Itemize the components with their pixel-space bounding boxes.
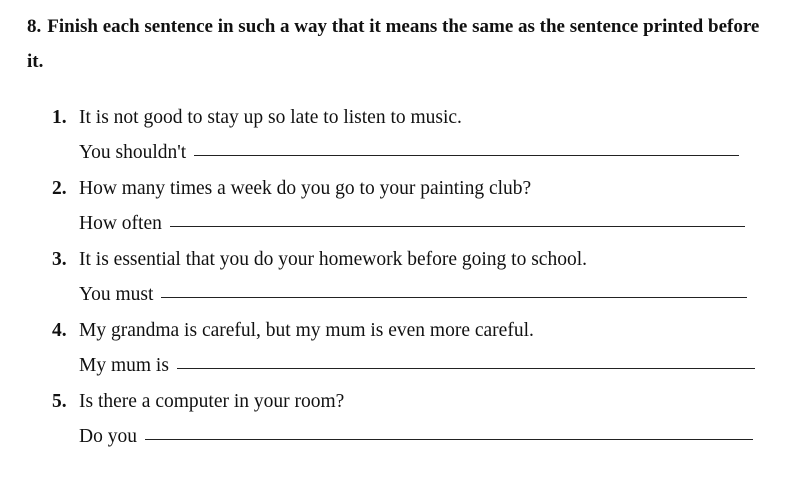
exercise-instruction: Finish each sentence in such a way that it means the same as the sentence printed before it. [27,16,760,72]
item-prompt: How often [79,213,162,234]
answer-blank[interactable] [177,367,755,369]
item-sentence: It is not good to stay up so late to listen to music. [79,107,462,128]
item-prompt: Do you [79,426,137,447]
answer-blank[interactable] [170,225,745,227]
item-sentence: Is there a computer in your room? [79,391,345,412]
item-number: 5. [52,391,67,412]
item-number: 4. [52,320,67,341]
item-sentence: My grandma is careful, but my mum is even more careful. [79,320,534,341]
exercise-heading [27,9,772,79]
item-sentence: How many times a week do you go to your painting club? [79,178,532,199]
item-prompt: You shouldn't [79,142,187,163]
answer-blank[interactable] [161,296,747,298]
item-prompt: My mum is [79,355,169,376]
answer-blank[interactable] [145,438,753,440]
item-number: 2. [52,178,67,199]
exercise-number: 8. [27,16,42,37]
list-item [52,384,772,455]
list-item [52,171,772,242]
item-number: 1. [52,107,67,128]
answer-blank[interactable] [194,154,739,156]
list-item [52,313,772,384]
list-item [52,242,772,313]
item-prompt: You must [79,284,154,305]
item-sentence: It is essential that you do your homework before going to school. [79,249,587,270]
item-number: 3. [52,249,67,270]
list-item [52,100,772,171]
